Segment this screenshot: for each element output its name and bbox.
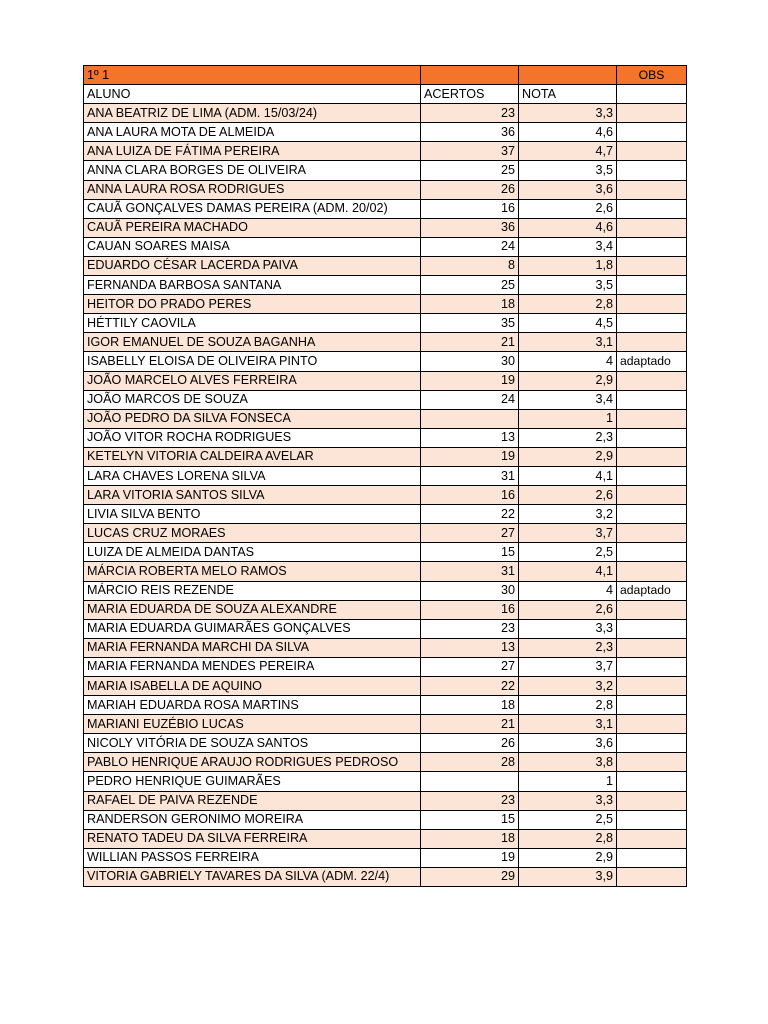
student-name-cell: MARIA FERNANDA MARCHI DA SILVA [84, 638, 421, 657]
student-row [84, 486, 687, 505]
student-name-cell: CAUÃ GONÇALVES DAMAS PEREIRA (ADM. 20/02) [84, 199, 421, 218]
student-row [84, 734, 687, 753]
obs-cell [617, 543, 687, 562]
student-row [84, 256, 687, 275]
nota-cell: 3,8 [519, 753, 617, 772]
nota-cell: 3,9 [519, 867, 617, 886]
obs-cell [617, 409, 687, 428]
nota-cell: 2,8 [519, 829, 617, 848]
nota-cell: 4,1 [519, 466, 617, 485]
obs-cell [617, 734, 687, 753]
nota-cell: 3,1 [519, 715, 617, 734]
acertos-cell: 24 [421, 237, 519, 256]
nota-cell: 3,6 [519, 180, 617, 199]
student-name-cell: MARIA EDUARDA GUIMARÃES GONÇALVES [84, 619, 421, 638]
header-empty-cell [519, 66, 617, 85]
class-header-row [84, 66, 687, 85]
obs-cell [617, 600, 687, 619]
obs-cell [617, 199, 687, 218]
student-row [84, 180, 687, 199]
obs-cell [617, 619, 687, 638]
acertos-cell: 36 [421, 218, 519, 237]
student-row [84, 295, 687, 314]
acertos-cell: 16 [421, 199, 519, 218]
acertos-cell: 18 [421, 295, 519, 314]
obs-cell [617, 390, 687, 409]
student-row [84, 218, 687, 237]
student-row [84, 867, 687, 886]
nota-cell: 3,4 [519, 390, 617, 409]
obs-cell [617, 638, 687, 657]
student-name-cell: LARA CHAVES LORENA SILVA [84, 466, 421, 485]
student-row [84, 390, 687, 409]
student-row [84, 466, 687, 485]
nota-cell: 2,9 [519, 371, 617, 390]
nota-cell: 3,7 [519, 657, 617, 676]
nota-cell: 2,9 [519, 848, 617, 867]
student-row [84, 505, 687, 524]
acertos-cell: 19 [421, 371, 519, 390]
student-row [84, 409, 687, 428]
nota-cell: 3,5 [519, 161, 617, 180]
student-row [84, 562, 687, 581]
nota-cell: 2,6 [519, 486, 617, 505]
obs-cell [617, 829, 687, 848]
student-row [84, 810, 687, 829]
student-row [84, 199, 687, 218]
obs-cell [617, 677, 687, 696]
nota-cell: 3,3 [519, 791, 617, 810]
student-name-cell: MARIANI EUZÉBIO LUCAS [84, 715, 421, 734]
obs-cell [617, 218, 687, 237]
student-name-cell: LUIZA DE ALMEIDA DANTAS [84, 543, 421, 562]
student-name-cell: JOÃO MARCOS DE SOUZA [84, 390, 421, 409]
nota-cell: 4,7 [519, 142, 617, 161]
nota-cell: 2,3 [519, 428, 617, 447]
acertos-cell: 18 [421, 829, 519, 848]
student-row [84, 447, 687, 466]
obs-cell [617, 333, 687, 352]
class-label: 1º 1 [84, 66, 421, 85]
obs-cell [617, 753, 687, 772]
acertos-cell: 21 [421, 333, 519, 352]
nota-cell: 2,6 [519, 600, 617, 619]
acertos-cell: 23 [421, 619, 519, 638]
obs-cell [617, 161, 687, 180]
student-row [84, 352, 687, 371]
nota-cell: 2,3 [519, 638, 617, 657]
header-empty-cell [421, 66, 519, 85]
nota-cell: 3,3 [519, 619, 617, 638]
nota-cell: 3,4 [519, 237, 617, 256]
student-name-cell: MÁRCIA ROBERTA MELO RAMOS [84, 562, 421, 581]
obs-cell [617, 486, 687, 505]
student-row [84, 581, 687, 600]
nota-cell: 2,5 [519, 543, 617, 562]
nota-column-header: NOTA [519, 85, 617, 104]
student-row [84, 314, 687, 333]
nota-cell: 3,2 [519, 505, 617, 524]
acertos-cell: 29 [421, 867, 519, 886]
obs-cell: adaptado [617, 352, 687, 371]
nota-cell: 2,9 [519, 447, 617, 466]
student-name-cell: VITORIA GABRIELY TAVARES DA SILVA (ADM. 22/4) [84, 867, 421, 886]
obs-cell [617, 772, 687, 791]
acertos-cell: 8 [421, 256, 519, 275]
obs-cell [617, 505, 687, 524]
student-name-cell: RENATO TADEU DA SILVA FERREIRA [84, 829, 421, 848]
student-row [84, 696, 687, 715]
student-row [84, 619, 687, 638]
obs-cell [617, 123, 687, 142]
obs-cell [617, 142, 687, 161]
acertos-cell: 21 [421, 715, 519, 734]
student-row [84, 657, 687, 676]
student-name-cell: ANNA LAURA ROSA RODRIGUES [84, 180, 421, 199]
aluno-column-header: ALUNO [84, 85, 421, 104]
obs-cell [617, 428, 687, 447]
acertos-cell: 26 [421, 180, 519, 199]
student-name-cell: PABLO HENRIQUE ARAUJO RODRIGUES PEDROSO [84, 753, 421, 772]
obs-cell [617, 180, 687, 199]
student-name-cell: EDUARDO CÉSAR LACERDA PAIVA [84, 256, 421, 275]
obs-cell [617, 256, 687, 275]
student-name-cell: JOÃO VITOR ROCHA RODRIGUES [84, 428, 421, 447]
student-name-cell: LIVIA SILVA BENTO [84, 505, 421, 524]
nota-cell: 3,1 [519, 333, 617, 352]
acertos-cell [421, 409, 519, 428]
student-name-cell: MÁRCIO REIS REZENDE [84, 581, 421, 600]
nota-cell: 1 [519, 409, 617, 428]
student-name-cell: MARIA ISABELLA DE AQUINO [84, 677, 421, 696]
student-row [84, 638, 687, 657]
student-name-cell: IGOR EMANUEL DE SOUZA BAGANHA [84, 333, 421, 352]
obs-cell [617, 314, 687, 333]
acertos-cell: 26 [421, 734, 519, 753]
student-row [84, 371, 687, 390]
acertos-cell: 24 [421, 390, 519, 409]
acertos-cell [421, 772, 519, 791]
student-name-cell: JOÃO PEDRO DA SILVA FONSECA [84, 409, 421, 428]
nota-cell: 4,5 [519, 314, 617, 333]
acertos-cell: 23 [421, 104, 519, 123]
obs-cell [617, 657, 687, 676]
acertos-cell: 28 [421, 753, 519, 772]
acertos-cell: 18 [421, 696, 519, 715]
acertos-cell: 16 [421, 600, 519, 619]
acertos-cell: 25 [421, 161, 519, 180]
obs-cell [617, 237, 687, 256]
nota-cell: 3,2 [519, 677, 617, 696]
student-name-cell: PEDRO HENRIQUE GUIMARÃES [84, 772, 421, 791]
obs-cell [617, 104, 687, 123]
nota-cell: 2,5 [519, 810, 617, 829]
student-row [84, 333, 687, 352]
student-row [84, 161, 687, 180]
acertos-cell: 31 [421, 562, 519, 581]
nota-cell: 4,6 [519, 123, 617, 142]
nota-cell: 1,8 [519, 256, 617, 275]
acertos-cell: 30 [421, 352, 519, 371]
acertos-cell: 35 [421, 314, 519, 333]
student-row [84, 848, 687, 867]
student-name-cell: LARA VITORIA SANTOS SILVA [84, 486, 421, 505]
obs-column-header [617, 85, 687, 104]
student-row [84, 276, 687, 295]
obs-cell [617, 696, 687, 715]
obs-cell [617, 371, 687, 390]
student-name-cell: FERNANDA BARBOSA SANTANA [84, 276, 421, 295]
obs-cell [617, 715, 687, 734]
student-name-cell: MARIA FERNANDA MENDES PEREIRA [84, 657, 421, 676]
acertos-cell: 13 [421, 638, 519, 657]
student-name-cell: RAFAEL DE PAIVA REZENDE [84, 791, 421, 810]
obs-cell [617, 524, 687, 543]
nota-cell: 3,6 [519, 734, 617, 753]
obs-cell [617, 295, 687, 314]
nota-cell: 4 [519, 352, 617, 371]
acertos-cell: 30 [421, 581, 519, 600]
student-name-cell: LUCAS CRUZ MORAES [84, 524, 421, 543]
obs-header: OBS [617, 66, 687, 85]
acertos-cell: 23 [421, 791, 519, 810]
student-name-cell: JOÃO MARCELO ALVES FERREIRA [84, 371, 421, 390]
acertos-cell: 15 [421, 810, 519, 829]
student-name-cell: HÉTTILY CAOVILA [84, 314, 421, 333]
nota-cell: 4 [519, 581, 617, 600]
obs-cell [617, 447, 687, 466]
student-name-cell: CAUÃ PEREIRA MACHADO [84, 218, 421, 237]
obs-cell [617, 791, 687, 810]
student-row [84, 428, 687, 447]
student-name-cell: ANA LAURA MOTA DE ALMEIDA [84, 123, 421, 142]
student-row [84, 715, 687, 734]
obs-cell: adaptado [617, 581, 687, 600]
student-row [84, 829, 687, 848]
acertos-cell: 36 [421, 123, 519, 142]
nota-cell: 2,8 [519, 295, 617, 314]
obs-cell [617, 810, 687, 829]
student-row [84, 123, 687, 142]
student-row [84, 772, 687, 791]
student-name-cell: HEITOR DO PRADO PERES [84, 295, 421, 314]
student-row [84, 753, 687, 772]
student-name-cell: RANDERSON GERONIMO MOREIRA [84, 810, 421, 829]
acertos-cell: 37 [421, 142, 519, 161]
grades-table [83, 65, 687, 887]
nota-cell: 4,6 [519, 218, 617, 237]
student-name-cell: KETELYN VITORIA CALDEIRA AVELAR [84, 447, 421, 466]
student-row [84, 677, 687, 696]
nota-cell: 1 [519, 772, 617, 791]
acertos-cell: 19 [421, 447, 519, 466]
student-row [84, 543, 687, 562]
student-row [84, 237, 687, 256]
student-name-cell: NICOLY VITÓRIA DE SOUZA SANTOS [84, 734, 421, 753]
student-row [84, 600, 687, 619]
nota-cell: 2,6 [519, 199, 617, 218]
acertos-cell: 31 [421, 466, 519, 485]
obs-cell [617, 562, 687, 581]
nota-cell: 4,1 [519, 562, 617, 581]
acertos-cell: 25 [421, 276, 519, 295]
student-name-cell: WILLIAN PASSOS FERREIRA [84, 848, 421, 867]
acertos-cell: 15 [421, 543, 519, 562]
acertos-cell: 22 [421, 677, 519, 696]
obs-cell [617, 466, 687, 485]
acertos-cell: 13 [421, 428, 519, 447]
student-name-cell: MARIAH EDUARDA ROSA MARTINS [84, 696, 421, 715]
nota-cell: 3,7 [519, 524, 617, 543]
student-row [84, 791, 687, 810]
student-row [84, 104, 687, 123]
acertos-cell: 27 [421, 524, 519, 543]
student-name-cell: ANA BEATRIZ DE LIMA (ADM. 15/03/24) [84, 104, 421, 123]
student-row [84, 524, 687, 543]
acertos-column-header: ACERTOS [421, 85, 519, 104]
acertos-cell: 27 [421, 657, 519, 676]
student-name-cell: CAUAN SOARES MAISA [84, 237, 421, 256]
obs-cell [617, 867, 687, 886]
nota-cell: 3,3 [519, 104, 617, 123]
student-name-cell: ANNA CLARA BORGES DE OLIVEIRA [84, 161, 421, 180]
acertos-cell: 19 [421, 848, 519, 867]
obs-cell [617, 848, 687, 867]
student-name-cell: MARIA EDUARDA DE SOUZA ALEXANDRE [84, 600, 421, 619]
column-header-row [84, 85, 687, 104]
nota-cell: 2,8 [519, 696, 617, 715]
nota-cell: 3,5 [519, 276, 617, 295]
student-name-cell: ANA LUIZA DE FÁTIMA PEREIRA [84, 142, 421, 161]
student-name-cell: ISABELLY ELOISA DE OLIVEIRA PINTO [84, 352, 421, 371]
acertos-cell: 16 [421, 486, 519, 505]
obs-cell [617, 276, 687, 295]
acertos-cell: 22 [421, 505, 519, 524]
student-row [84, 142, 687, 161]
